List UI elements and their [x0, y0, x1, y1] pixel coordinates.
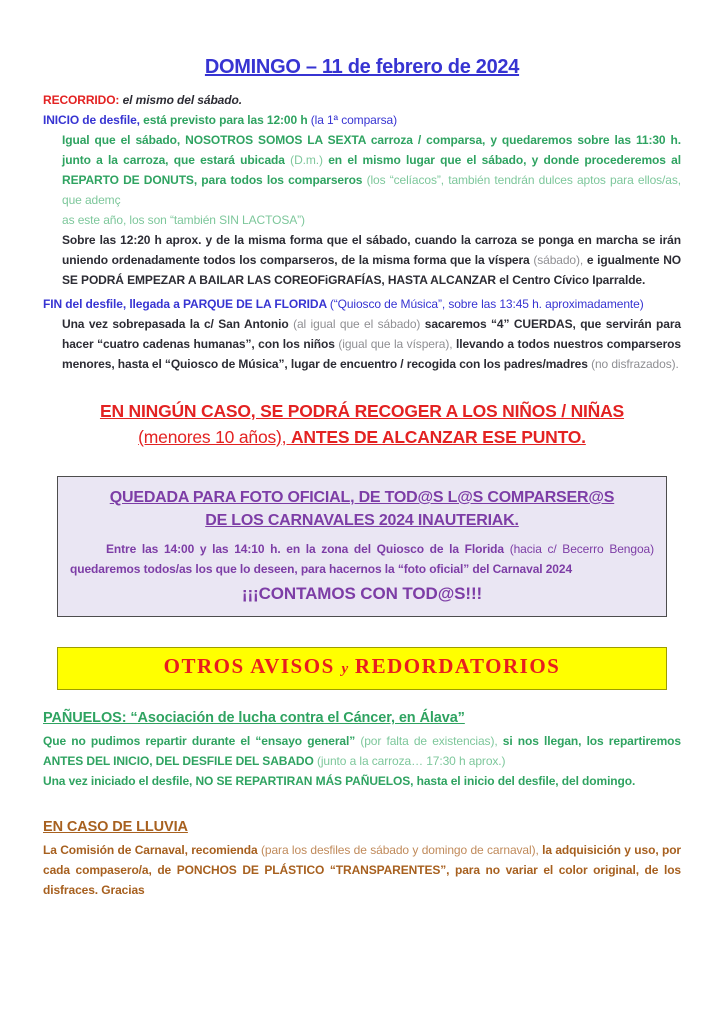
text-run: Una vez sobrepasada la c/ San Antonio [62, 317, 294, 331]
text-run: (por falta de existencias), [360, 734, 503, 748]
photo-box-title-line-2 [70, 509, 654, 532]
text-run: EN NINGÚN CASO, SE PODRÁ RECOGER A LOS NIÑOS / NIÑAS [99, 401, 625, 421]
text-run: INICIO de desfile, [43, 113, 144, 127]
text-run: si nos llegan, los repartiremos ANTES DEL INICIO, DEL DESFILE DEL SABADO [43, 734, 681, 768]
cuerdas-paragraph [62, 314, 681, 374]
text-run: (no disfrazados). [591, 357, 679, 371]
panuelos-paragraph [43, 731, 681, 791]
photo-box-title-line-1 [70, 486, 654, 509]
lluvia-heading [43, 817, 681, 838]
text-run: (sábado), [533, 253, 587, 267]
pickup-warning [43, 398, 681, 450]
text-run: Entre las 14:00 y las 14:10 h. en la zona del Quiosco de la Florida [106, 542, 510, 556]
text-run: sacaremos “4” CUERDAS, que servirán para hacer “cuatro cadenas humanas”, con los niños [62, 317, 681, 351]
text-run: en el mismo lugar que el sábado, y donde procederemos al [328, 153, 681, 167]
text-run: OTROS AVISOS [163, 654, 342, 678]
text-run: (D.m.) [290, 153, 329, 167]
text-run: ¡¡¡CONTAMOS CON TOD@S!!! [241, 584, 483, 603]
text-run: FIN del desfile, llegada a PARQUE DE LA FLORIDA [43, 297, 330, 311]
donuts-paragraph [62, 130, 681, 230]
photo-box-body [70, 539, 654, 579]
text-run: Igual que el sábado, NOSOTROS SOMOS LA SEXTA carroza / comparsa, y quedaremos sobre las 11:30 h. junto a la carroza, que estará ubicada [62, 133, 681, 167]
text-run: la adquisición y uso, por cada compasero/a, de PONCHOS DE PLÁSTICO “TRANSPARENTES”, para no variar el color original, de los disfraces. Gracias [43, 843, 681, 897]
text-run: (hacia c/ Becerro Bengoa) [509, 542, 654, 556]
sobre-paragraph [62, 230, 681, 290]
text-run: DOMINGO – 11 de febrero de 2024 [204, 56, 520, 78]
text-run: Sobre las 12:20 h aprox. [62, 233, 206, 247]
text-run: (menores 10 años), [138, 427, 291, 447]
text-run: (los “celíacos”, también tendrán dulces aptos para ellos/as, que ademç [62, 173, 681, 207]
text-run: (junto a la carroza… 17:30 h aprox.) [316, 754, 506, 768]
text-run: (al igual que el sábado) [293, 317, 425, 331]
text-run: as este año, los son “también SIN LACTOSA”) [62, 213, 305, 227]
recorrido-line [43, 90, 681, 110]
avisos-banner [57, 647, 667, 690]
text-run: DE LOS CARNAVALES 2024 INAUTERIAK. [205, 512, 519, 529]
inicio-line [43, 110, 681, 130]
text-run: Que no pudimos repartir durante el “ensayo general” [43, 734, 361, 748]
photo-box [57, 476, 667, 617]
text-run: ANTES DE ALCANZAR ESE PUNTO. [290, 427, 586, 447]
text-run: REDORDATORIOS [348, 654, 561, 678]
text-run: EN CASO DE LLUVIA [43, 819, 188, 835]
text-run: llevando a todos nuestros comparseros menores, hasta el “Quiosco de Música”, lugar de encuentro / recogida con los padres/madres [62, 337, 681, 371]
text-run: (para los desfiles de sábado y domingo de carnaval), [261, 843, 543, 857]
text-run: RECORRIDO: [43, 93, 123, 107]
lluvia-paragraph [43, 840, 681, 900]
text-run: el mismo del sábado. [122, 93, 242, 107]
text-run: y de la misma forma que el sábado, cuando la carroza se ponga en marcha se irán uniendo ordenadamente todos los comparseros, de la misma forma que la víspera [62, 233, 681, 267]
text-run: REPARTO DE DONUTS, para todos los comparseros [62, 173, 367, 187]
document-title [43, 54, 681, 80]
text-run: QUEDADA PARA FOTO OFICIAL, DE TOD@S L@S COMPARSER@S [109, 489, 615, 506]
text-run: Una vez iniciado el desfile, NO SE REPARTIRAN MÁS PAÑUELOS, hasta el inicio del desfile, del domingo. [43, 774, 636, 788]
text-run: está previsto para las 12:00 h [143, 113, 311, 127]
text-run: La Comisión de Carnaval, recomienda [43, 843, 262, 857]
panuelos-heading [43, 708, 681, 729]
photo-box-cta [70, 581, 654, 606]
text-run: e igualmente NO SE PODRÁ EMPEZAR A BAILAR LAS COREOFiGRAFÍAS, HASTA ALCANZAR el Centro Cívico Iparralde. [62, 253, 681, 287]
text-run: y [341, 661, 349, 677]
text-run: quedaremos todos/as los que lo deseen, para hacernos la “foto oficial” del Carnaval 2024 [70, 562, 573, 576]
text-run: (la 1ª comparsa) [310, 113, 397, 127]
text-run: PAÑUELOS: “Asociación de lucha contra el Cáncer, en Álava” [43, 710, 465, 726]
text-run: (“Quiosco de Música”, sobre las 13:45 h. aproximadamente) [329, 297, 644, 311]
text-run: (igual que la víspera), [338, 337, 456, 351]
document-content [43, 54, 681, 900]
fin-line [43, 294, 681, 314]
